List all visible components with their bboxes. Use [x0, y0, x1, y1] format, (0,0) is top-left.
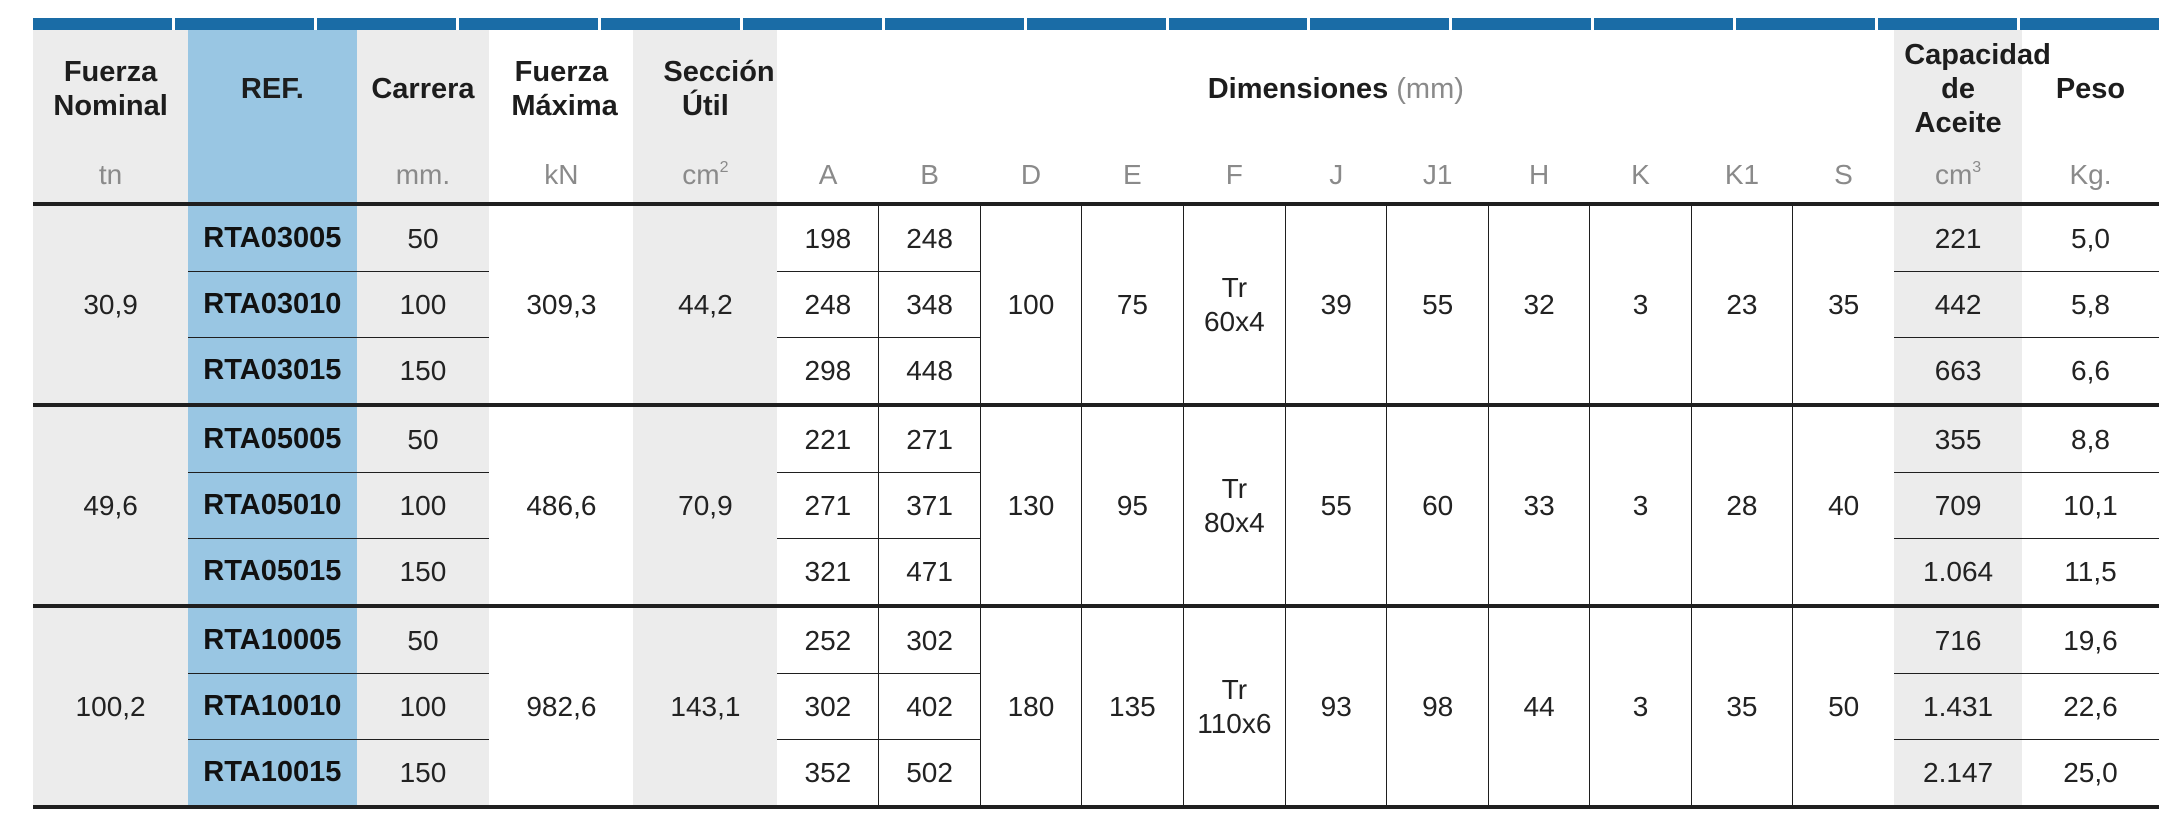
cell-capacidad: 355: [1894, 405, 2022, 473]
cell-a: 302: [777, 674, 878, 740]
cell-carrera: 50: [357, 606, 490, 674]
cell-ref: RTA03005: [188, 204, 356, 272]
cell-capacidad: 663: [1894, 338, 2022, 406]
cell-fuerza-maxima: 309,3: [489, 204, 633, 405]
cell-ref: RTA03015: [188, 338, 356, 406]
cell-e: 75: [1082, 204, 1183, 405]
cell-s: 35: [1793, 204, 1895, 405]
header-dimensiones: [777, 30, 1894, 148]
dim-col-k: K: [1631, 159, 1650, 190]
unit-capacidad-aceite: $cm^3$: [1894, 148, 2022, 204]
cell-a: 252: [777, 606, 878, 674]
dim-col-f: F: [1225, 159, 1243, 190]
cell-ref: RTA10015: [188, 740, 356, 808]
header-ref: REF.: [188, 30, 356, 148]
cell-k: 3: [1590, 606, 1691, 807]
cell-a: 321: [777, 539, 878, 607]
table-body: [33, 204, 2159, 807]
cell-k1: 28: [1691, 405, 1792, 606]
header-fuerza-maxima: Fuerza Máxima: [511, 56, 618, 122]
cell-carrera: 50: [357, 204, 490, 272]
top-accent-bar-segments: [33, 18, 2159, 30]
cell-s: 50: [1793, 606, 1895, 807]
cell-peso: 25,0: [2022, 740, 2159, 808]
cell-carrera: 150: [357, 539, 490, 607]
cell-capacidad: 1.064: [1894, 539, 2022, 607]
header-capacidad-aceite: Capacidad de Aceite: [1894, 30, 2022, 148]
cell-carrera: 100: [357, 674, 490, 740]
cell-ref: RTA10005: [188, 606, 356, 674]
dim-col-s: S: [1834, 159, 1853, 190]
cell-fuerza-maxima: 486,6: [489, 405, 633, 606]
cell-e: 135: [1082, 606, 1183, 807]
cell-j: 93: [1286, 606, 1387, 807]
cell-seccion-util: 143,1: [633, 606, 777, 807]
unit-ref-empty: [188, 148, 356, 204]
cell-seccion-util: 44,2: [633, 204, 777, 405]
dim-col-d: D: [1020, 159, 1042, 190]
cell-capacidad: 1.431: [1894, 674, 2022, 740]
cell-peso: 6,6: [2071, 354, 2110, 386]
cell-b: 402: [879, 674, 980, 740]
cell-seccion-util: 70,9: [633, 405, 777, 606]
cell-peso: 22,6: [2022, 674, 2159, 740]
cell-peso: 8,8: [2022, 405, 2159, 473]
cell-b: 271: [879, 405, 980, 473]
dim-col-j: J: [1329, 159, 1344, 190]
cell-h: 44: [1488, 606, 1589, 807]
cell-j1: 60: [1387, 405, 1488, 606]
cell-e: 95: [1082, 405, 1183, 606]
unit-peso: Kg.: [2069, 159, 2112, 190]
cell-b: 302: [879, 606, 980, 674]
cell-k: 3: [1590, 405, 1691, 606]
cell-peso: 5,8: [2022, 272, 2159, 338]
cell-capacidad: 2.147: [1894, 740, 2022, 808]
cell-b: 448: [879, 338, 980, 406]
cell-j: 39: [1286, 204, 1387, 405]
cell-fuerza-maxima: 982,6: [489, 606, 633, 807]
cell-ref: RTA05010: [188, 473, 356, 539]
cell-carrera: 150: [357, 338, 490, 406]
cell-j1: 55: [1387, 204, 1488, 405]
unit-carrera: mm.: [357, 148, 490, 204]
table-row: [33, 606, 2159, 674]
cell-carrera: 100: [357, 473, 490, 539]
dim-col-h: H: [1528, 159, 1550, 190]
cell-h: 33: [1488, 405, 1589, 606]
cell-fuerza-nominal: 49,6: [33, 405, 188, 606]
cell-fuerza-nominal: 30,9: [33, 204, 188, 405]
cell-capacidad: 442: [1894, 272, 2022, 338]
dimensiones-unit: (mm): [1396, 73, 1464, 105]
cell-ref: RTA10010: [188, 674, 356, 740]
cell-b: 348: [879, 272, 980, 338]
cell-j: 55: [1286, 405, 1387, 606]
cylinder-spec-table: [33, 30, 2159, 809]
dim-col-k1: K1: [1724, 159, 1760, 190]
cell-peso: 10,1: [2022, 473, 2159, 539]
cell-b: 248: [879, 204, 980, 272]
table-row: [33, 204, 2159, 272]
dimensiones-label: Dimensiones: [1207, 73, 1389, 105]
unit-seccion-util: $cm^2$: [633, 148, 777, 204]
cell-s: 40: [1793, 405, 1895, 606]
unit-fuerza-nominal: tn: [33, 148, 188, 204]
cell-peso: 19,6: [2022, 606, 2159, 674]
cell-b: 502: [879, 740, 980, 808]
cell-a: 198: [777, 204, 878, 272]
cell-capacidad: 716: [1894, 606, 2022, 674]
cell-ref: RTA05005: [188, 405, 356, 473]
cell-carrera: 150: [357, 740, 490, 808]
table-row: [33, 405, 2159, 473]
header-peso: Peso: [2055, 73, 2126, 105]
cell-b: 371: [879, 473, 980, 539]
cell-a: 271: [777, 473, 878, 539]
cell-j1: 98: [1387, 606, 1488, 807]
dim-col-a: A: [818, 159, 838, 190]
cell-f: Tr 110x6: [1183, 606, 1285, 807]
cell-ref: RTA05015: [188, 539, 356, 607]
unit-fuerza-maxima: kN: [544, 159, 579, 190]
cell-capacidad: 221: [1894, 204, 2022, 272]
cell-k: 3: [1590, 204, 1691, 405]
cell-f: Tr 80x4: [1183, 405, 1285, 606]
cell-peso: 5,0: [2022, 204, 2159, 272]
header-fuerza-nominal: Fuerza Nominal: [33, 30, 188, 148]
cell-d: 130: [980, 405, 1081, 606]
cell-k1: 23: [1691, 204, 1792, 405]
dim-col-b: B: [920, 159, 939, 190]
cell-carrera: 100: [357, 272, 490, 338]
cell-capacidad: 709: [1894, 473, 2022, 539]
cell-fuerza-nominal: 100,2: [33, 606, 188, 807]
cell-d: 100: [980, 204, 1081, 405]
cell-h: 32: [1488, 204, 1589, 405]
cell-k1: 35: [1691, 606, 1792, 807]
cell-peso: 11,5: [2064, 555, 2117, 587]
cell-a: 248: [777, 272, 878, 338]
cell-ref: RTA03010: [188, 272, 356, 338]
dim-col-e: E: [1123, 159, 1142, 190]
cell-a: 298: [777, 338, 878, 406]
cell-a: 221: [777, 405, 878, 473]
cell-d: 180: [980, 606, 1081, 807]
cell-carrera: 50: [357, 405, 490, 473]
cell-b: 471: [879, 539, 980, 607]
cell-f: Tr 60x4: [1183, 204, 1285, 405]
header-carrera: Carrera: [357, 30, 490, 148]
cell-a: 352: [777, 740, 878, 808]
dim-col-j1: J1: [1422, 159, 1453, 190]
header-seccion-util: Sección Útil: [633, 30, 777, 148]
